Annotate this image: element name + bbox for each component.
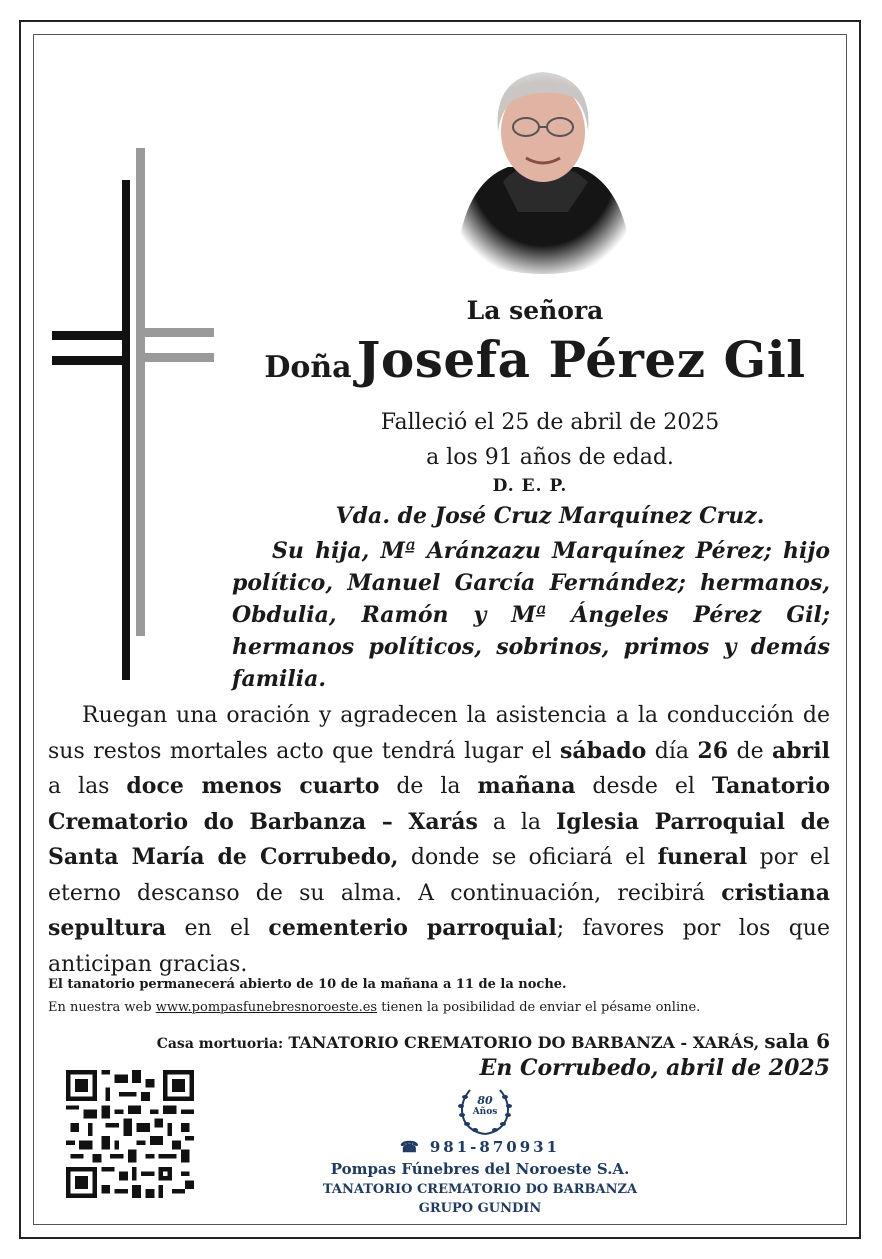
bold-segment: doce menos cuarto: [126, 773, 380, 799]
badge-word: Años: [472, 1107, 498, 1117]
deceased-name-line: [240, 330, 830, 389]
web-note: [48, 1000, 700, 1015]
text-segment: de: [728, 738, 773, 764]
text-segment: donde se oficiará el: [398, 845, 658, 870]
text-segment: a la: [477, 809, 556, 835]
web-note-prefix: En nuestra web: [48, 1000, 156, 1015]
room-number: sala 6: [764, 1029, 830, 1053]
bold-segment: cementerio parroquial: [268, 915, 557, 941]
deceased-name: Josefa Pérez Gil: [356, 330, 806, 389]
text-segment: Ruegan una oración y agradecen la asistencia a la conducción de sus restos mortales acto que tendrá lugar el: [48, 703, 830, 764]
anniversary-badge: [454, 1082, 516, 1138]
tanatorio-hours: El tanatorio permanecerá abierto de 10 de la mañana a 11 de la noche.: [48, 977, 567, 992]
website-link[interactable]: www.pompasfunebresnoroeste.es: [155, 1000, 378, 1015]
text-segment: desde el: [575, 774, 712, 799]
text-segment: de la: [379, 774, 478, 799]
phone-line: [330, 1138, 630, 1156]
company-tanatorio: TANATORIO CREMATORIO DO BARBANZA: [322, 1182, 638, 1197]
bold-segment: cristiana sepultura: [48, 879, 830, 941]
text-segment: a las: [48, 774, 127, 799]
funeral-home-name: TANATORIO CREMATORIO DO BARBANZA - XARÁS,: [288, 1033, 760, 1052]
bold-segment: funeral: [657, 844, 748, 870]
age-text: a los 91 años de edad.: [426, 445, 674, 470]
portrait-photo: [448, 62, 638, 274]
place-and-date: En Corrubedo, abril de 2025: [479, 1055, 830, 1081]
rip-text: D. E. P.: [492, 476, 568, 496]
family-text: Su hija, Mª Aránzazu Marquínez Pérez; hijo político, Manuel García Fernández; hermanos, Obdulia, Ramón y Mª Ángeles Pérez Gil; hermanos políticos, sobrinos, primos y demás familia.: [232, 538, 830, 692]
text-segment: ; favores por los que anticipan gracias.: [48, 916, 830, 977]
phone-number: 981-870931: [429, 1138, 561, 1156]
badge-number: 80: [477, 1094, 493, 1107]
company-group: GRUPO GUNDIN: [418, 1201, 542, 1216]
company-name: Pompas Fúnebres del Noroeste S.A.: [330, 1160, 630, 1178]
bold-segment: Iglesia Parroquial de Santa María de Corrubedo,: [48, 808, 830, 870]
funeral-home-label: Casa mortuoria:: [156, 1036, 284, 1052]
qr-code[interactable]: [66, 1070, 194, 1198]
widow-text: Vda. de José Cruz Marquínez Cruz.: [335, 503, 765, 529]
bold-segment: mañana: [477, 773, 576, 799]
text-segment: en el: [166, 916, 269, 941]
phone-icon: ☎: [399, 1138, 422, 1156]
bold-segment: abril: [772, 737, 830, 764]
bold-segment: 26: [697, 737, 729, 764]
death-date: Falleció el 25 de abril de 2025: [380, 410, 720, 435]
text-segment: por el eterno descanso de su alma. A continuación, recibirá: [48, 845, 830, 906]
salutation: La señora: [466, 296, 604, 325]
cross-icon: [52, 148, 217, 683]
funeral-home-line: [48, 1029, 830, 1053]
web-note-suffix: tienen la posibilidad de enviar el pésame online.: [377, 1000, 701, 1015]
bold-segment: sábado: [559, 737, 647, 764]
text-segment: día: [646, 738, 698, 764]
name-prefix: Doña: [264, 350, 352, 385]
ceremony-paragraph: [48, 698, 830, 982]
bold-segment: Tanatorio Crematorio do Barbanza – Xarás: [48, 773, 831, 835]
